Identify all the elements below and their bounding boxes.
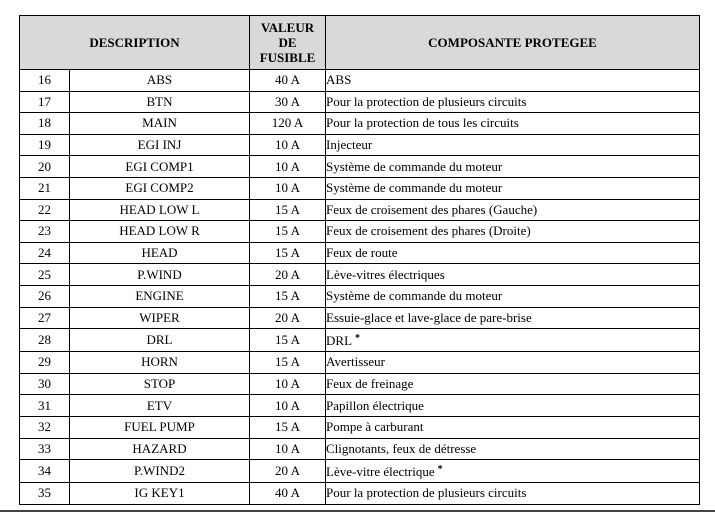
protected-component-cell xyxy=(326,221,700,243)
protected-component-cell xyxy=(326,242,700,264)
protected-component-text: Clignotants, feux de détresse xyxy=(326,440,477,456)
header-fuse-value xyxy=(250,16,326,70)
table-row xyxy=(20,460,700,483)
table-row xyxy=(20,113,700,135)
protected-component-cell xyxy=(326,199,700,221)
protected-component-text: Feux de croisement des phares (Gauche) xyxy=(326,201,538,217)
fuse-number-cell: 28 xyxy=(20,329,70,352)
fuse-rating-cell: 20 A xyxy=(250,264,326,286)
fuse-name-cell: EGI COMP2 xyxy=(70,177,250,199)
fuse-rating-cell: 40 A xyxy=(250,483,326,505)
table-row xyxy=(20,395,700,417)
fuse-name-cell: WIPER xyxy=(70,307,250,329)
table-row xyxy=(20,438,700,460)
fuse-name-cell: DRL xyxy=(70,329,250,352)
protected-component-cell xyxy=(326,264,700,286)
protected-component-text: Lève-vitre électrique xyxy=(326,464,435,480)
protected-component-text: Avertisseur xyxy=(326,354,385,370)
protected-component-text: ABS xyxy=(326,72,352,88)
footnote-marker: * xyxy=(355,333,361,345)
protected-component-cell xyxy=(326,156,700,178)
protected-component-cell xyxy=(326,373,700,395)
table-row xyxy=(20,221,700,243)
protected-component-cell xyxy=(326,460,700,483)
fuse-rating-cell: 10 A xyxy=(250,177,326,199)
header-fuse-value-line1: VALEUR xyxy=(260,20,315,35)
table-row xyxy=(20,285,700,307)
fuse-rating-cell: 30 A xyxy=(250,91,326,113)
fuse-rating-cell: 15 A xyxy=(250,242,326,264)
fuse-name-cell: HEAD LOW R xyxy=(70,221,250,243)
protected-component-cell xyxy=(326,177,700,199)
fuse-rating-cell: 40 A xyxy=(250,70,326,92)
protected-component-cell xyxy=(326,70,700,92)
fuse-name-cell: P.WIND xyxy=(70,264,250,286)
header-fuse-value-line3: FUSIBLE xyxy=(259,50,316,65)
table-row xyxy=(20,483,700,505)
bottom-divider xyxy=(0,510,715,512)
fuse-name-cell: HEAD xyxy=(70,242,250,264)
fuse-rating-cell: 15 A xyxy=(250,416,326,438)
protected-component-text: Feux de freinage xyxy=(326,376,414,392)
fuse-number-cell: 35 xyxy=(20,483,70,505)
fuse-number-cell: 23 xyxy=(20,221,70,243)
fuse-rating-cell: 20 A xyxy=(250,460,326,483)
protected-component-text: Papillon électrique xyxy=(326,397,424,413)
fuse-number-cell: 17 xyxy=(20,91,70,113)
footnote-marker: * xyxy=(437,464,443,476)
table-row xyxy=(20,91,700,113)
fuse-rating-cell: 120 A xyxy=(250,113,326,135)
fuse-number-cell: 32 xyxy=(20,416,70,438)
protected-component-text: Injecteur xyxy=(326,137,373,153)
protected-component-cell xyxy=(326,134,700,156)
fuse-number-cell: 20 xyxy=(20,156,70,178)
fuse-rating-cell: 10 A xyxy=(250,438,326,460)
fuse-number-cell: 22 xyxy=(20,199,70,221)
protected-component-text: DRL xyxy=(326,333,353,349)
header-row xyxy=(20,16,700,70)
table-row xyxy=(20,307,700,329)
protected-component-cell xyxy=(326,307,700,329)
fuse-rating-cell: 20 A xyxy=(250,307,326,329)
fuse-table-body xyxy=(20,70,700,505)
fuse-number-cell: 16 xyxy=(20,70,70,92)
table-row xyxy=(20,177,700,199)
fuse-number-cell: 19 xyxy=(20,134,70,156)
fuse-number-cell: 31 xyxy=(20,395,70,417)
fuse-number-cell: 18 xyxy=(20,113,70,135)
fuse-name-cell: HEAD LOW L xyxy=(70,199,250,221)
fuse-rating-cell: 15 A xyxy=(250,329,326,352)
fuse-number-cell: 24 xyxy=(20,242,70,264)
table-row xyxy=(20,352,700,374)
protected-component-text: Feux de route xyxy=(326,245,398,261)
fuse-name-cell: MAIN xyxy=(70,113,250,135)
protected-component-text: Feux de croisement des phares (Droite) xyxy=(326,223,531,239)
fuse-number-cell: 30 xyxy=(20,373,70,395)
fuse-rating-cell: 10 A xyxy=(250,395,326,417)
fuse-number-cell: 25 xyxy=(20,264,70,286)
table-row xyxy=(20,199,700,221)
fuse-rating-cell: 15 A xyxy=(250,199,326,221)
fuse-number-cell: 33 xyxy=(20,438,70,460)
table-row xyxy=(20,373,700,395)
fuse-number-cell: 21 xyxy=(20,177,70,199)
fuse-name-cell: HAZARD xyxy=(70,438,250,460)
protected-component-text: Lève-vitres électriques xyxy=(326,266,445,282)
table-row xyxy=(20,329,700,352)
protected-component-cell xyxy=(326,438,700,460)
fuse-rating-cell: 10 A xyxy=(250,134,326,156)
fuse-rating-cell: 15 A xyxy=(250,221,326,243)
fuse-name-cell: HORN xyxy=(70,352,250,374)
protected-component-text: Système de commande du moteur xyxy=(326,288,503,304)
fuse-number-cell: 29 xyxy=(20,352,70,374)
protected-component-cell xyxy=(326,113,700,135)
table-row xyxy=(20,70,700,92)
protected-component-text: Pour la protection de plusieurs circuits xyxy=(326,485,527,501)
protected-component-text: Pour la protection de plusieurs circuits xyxy=(326,93,527,109)
protected-component-cell xyxy=(326,329,700,352)
fuse-rating-cell: 10 A xyxy=(250,156,326,178)
fuse-number-cell: 27 xyxy=(20,307,70,329)
fuse-name-cell: ABS xyxy=(70,70,250,92)
protected-component-text: Système de commande du moteur xyxy=(326,180,503,196)
header-description: DESCRIPTION xyxy=(20,16,250,70)
fuse-name-cell: P.WIND2 xyxy=(70,460,250,483)
fuse-rating-cell: 15 A xyxy=(250,352,326,374)
protected-component-text: Pompe à carburant xyxy=(326,419,424,435)
protected-component-cell xyxy=(326,395,700,417)
protected-component-text: Essuie-glace et lave-glace de pare-brise xyxy=(326,309,532,325)
fuse-name-cell: FUEL PUMP xyxy=(70,416,250,438)
protected-component-text: Pour la protection de tous les circuits xyxy=(326,115,519,131)
fuse-rating-cell: 15 A xyxy=(250,285,326,307)
fuse-name-cell: IG KEY1 xyxy=(70,483,250,505)
protected-component-text: Système de commande du moteur xyxy=(326,158,503,174)
protected-component-cell xyxy=(326,352,700,374)
table-row xyxy=(20,134,700,156)
fuse-name-cell: ENGINE xyxy=(70,285,250,307)
fuse-name-cell: STOP xyxy=(70,373,250,395)
protected-component-cell xyxy=(326,91,700,113)
fuse-number-cell: 34 xyxy=(20,460,70,483)
fuse-number-cell: 26 xyxy=(20,285,70,307)
table-row xyxy=(20,156,700,178)
protected-component-cell xyxy=(326,285,700,307)
table-row xyxy=(20,416,700,438)
table-row xyxy=(20,242,700,264)
fuse-name-cell: EGI COMP1 xyxy=(70,156,250,178)
table-row xyxy=(20,264,700,286)
protected-component-cell xyxy=(326,483,700,505)
protected-component-cell xyxy=(326,416,700,438)
fuse-table xyxy=(19,15,700,505)
fuse-name-cell: BTN xyxy=(70,91,250,113)
fuse-name-cell: ETV xyxy=(70,395,250,417)
header-fuse-value-line2: DE xyxy=(278,35,297,50)
fuse-rating-cell: 10 A xyxy=(250,373,326,395)
fuse-name-cell: EGI INJ xyxy=(70,134,250,156)
header-protected-component: COMPOSANTE PROTEGEE xyxy=(326,16,700,70)
